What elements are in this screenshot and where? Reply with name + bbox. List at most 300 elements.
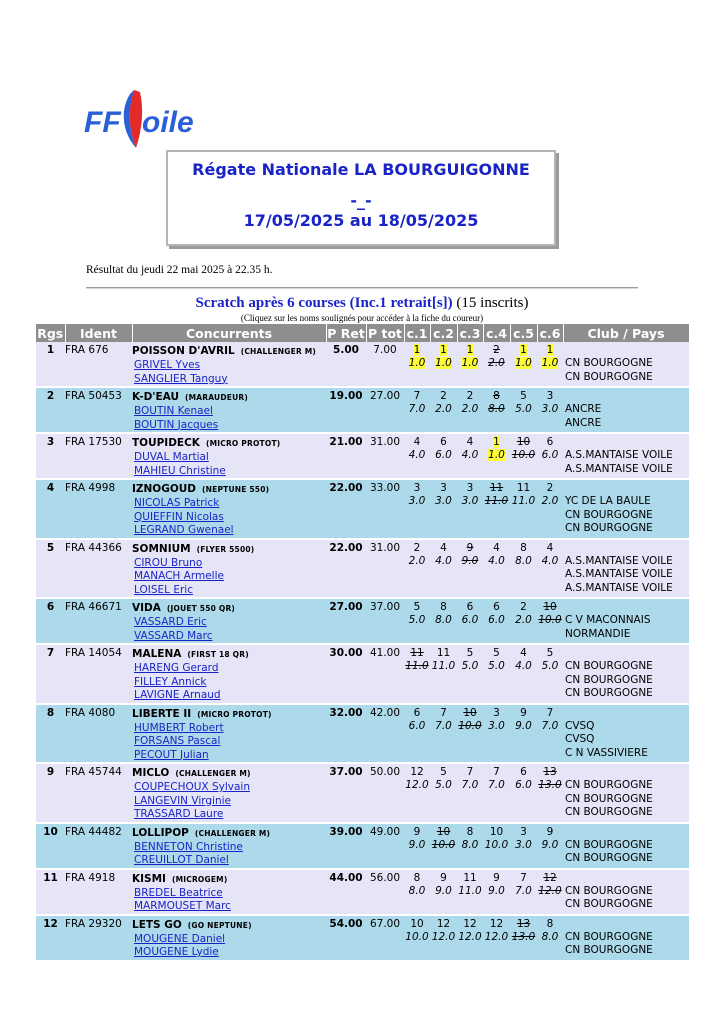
club-cell bbox=[563, 599, 689, 643]
race-cell bbox=[537, 916, 563, 960]
race-points: 5.0 bbox=[408, 614, 426, 626]
highlight: 1 bbox=[413, 344, 421, 356]
net-points-cell: 19.00 bbox=[326, 388, 366, 432]
boat-name-line bbox=[132, 482, 326, 497]
race-points: 8.0 bbox=[461, 838, 479, 851]
race-points: 8.0 bbox=[515, 554, 532, 567]
total-points-cell: 42.00 bbox=[366, 705, 404, 763]
crew-member-link[interactable]: MOUGENE Daniel bbox=[134, 932, 226, 945]
boat-name-line bbox=[132, 647, 326, 662]
boat-name-line bbox=[132, 601, 326, 616]
race-points: 13.0 bbox=[538, 779, 562, 791]
race-rank: 8 bbox=[466, 825, 474, 838]
club-cell bbox=[563, 870, 689, 914]
race-rank: 8 bbox=[520, 541, 527, 554]
race-rank: 8 bbox=[546, 917, 554, 930]
club-cell bbox=[563, 705, 689, 763]
race-rank: 3 bbox=[466, 482, 474, 494]
competitors-cell bbox=[132, 764, 326, 822]
race-cell bbox=[483, 599, 510, 643]
competitors-cell bbox=[132, 916, 326, 960]
crew-member-link[interactable]: HARENG Gerard bbox=[134, 662, 219, 674]
race-rank: 4 bbox=[466, 436, 474, 448]
race-points: 7.0 bbox=[541, 719, 559, 732]
race-cell bbox=[537, 764, 563, 822]
club-name: C V MACONNAIS bbox=[565, 614, 651, 626]
entrant-count: (15 inscrits) bbox=[456, 295, 529, 311]
total-points-cell: 49.00 bbox=[366, 824, 404, 868]
crew-member-link[interactable]: FILLEY Annick bbox=[134, 675, 207, 688]
race-cell bbox=[404, 388, 430, 432]
race-points: 4.0 bbox=[488, 554, 505, 567]
scratch-heading bbox=[0, 295, 724, 312]
competitors-cell bbox=[132, 599, 326, 643]
race-rank: 11 bbox=[463, 871, 477, 884]
race-points: 11.0 bbox=[431, 660, 456, 672]
race-rank: 7 bbox=[546, 706, 554, 719]
club-cell bbox=[563, 480, 689, 538]
boat-name-line bbox=[132, 826, 326, 841]
net-points-cell: 30.00 bbox=[326, 645, 366, 703]
race-rank: 7 bbox=[493, 766, 500, 778]
club-name: A.S.MANTAISE VOILE bbox=[565, 462, 673, 475]
highlight: 1.0 bbox=[435, 357, 452, 369]
race-cell bbox=[457, 824, 483, 868]
race-points: 6.0 bbox=[488, 614, 505, 626]
race-points bbox=[537, 357, 563, 371]
club-name: CN BOURGOGNE bbox=[565, 673, 653, 686]
club-name: CN BOURGOGNE bbox=[565, 779, 653, 791]
race-points: 8.0 bbox=[488, 403, 505, 415]
race-rank: 11 bbox=[410, 647, 424, 659]
separator bbox=[86, 287, 638, 289]
race-rank: 5 bbox=[520, 390, 527, 402]
rank-cell: 7 bbox=[36, 645, 65, 703]
club-name: A.S.MANTAISE VOILE bbox=[565, 581, 673, 594]
crew-member-link[interactable]: MOUGENE Lydie bbox=[134, 946, 219, 958]
race-cell bbox=[510, 705, 537, 763]
svg-text:oile: oile bbox=[142, 106, 194, 139]
sail-number-cell: FRA 50453 bbox=[65, 388, 132, 432]
boat-name-line bbox=[132, 707, 326, 722]
crew-member-link[interactable]: BOUTIN Jacques bbox=[134, 418, 219, 431]
race-cell bbox=[537, 824, 563, 868]
table-row bbox=[36, 599, 689, 643]
ffvoile-logo bbox=[84, 88, 200, 150]
race-points: 4.0 bbox=[408, 449, 426, 461]
club-cell bbox=[563, 342, 689, 386]
race-cell bbox=[510, 916, 537, 960]
race-rank: 10 bbox=[436, 825, 451, 838]
column-header: c.6 bbox=[537, 324, 563, 342]
race-points: 7.0 bbox=[461, 779, 479, 791]
race-points: 2.0 bbox=[408, 554, 426, 567]
net-points-cell: 54.00 bbox=[326, 916, 366, 960]
club-name: A.S.MANTAISE VOILE bbox=[565, 449, 673, 461]
race-points: 3.0 bbox=[515, 838, 532, 851]
club-name: CN BOURGOGNE bbox=[565, 930, 653, 943]
race-cell bbox=[404, 599, 430, 643]
table-row bbox=[36, 824, 689, 868]
race-points: 6.0 bbox=[541, 449, 559, 461]
crew-member-link[interactable]: MANACH Armelle bbox=[134, 570, 224, 582]
race-rank: 7 bbox=[413, 390, 421, 402]
race-cell bbox=[483, 540, 510, 598]
boat-name: MALENA bbox=[132, 648, 182, 660]
crew-member-link[interactable]: MAHIEU Christine bbox=[134, 464, 226, 477]
race-points: 11.0 bbox=[458, 884, 482, 897]
crew-member-link[interactable]: DUVAL Martial bbox=[134, 451, 209, 463]
table-row bbox=[36, 388, 689, 432]
race-cell bbox=[404, 342, 430, 386]
race-points: 9.0 bbox=[488, 884, 505, 897]
race-points: 6.0 bbox=[461, 614, 479, 626]
race-cell bbox=[537, 342, 563, 386]
race-cell bbox=[430, 705, 457, 763]
race-rank: 4 bbox=[413, 436, 421, 448]
race-cell bbox=[483, 824, 510, 868]
crew-member-link[interactable]: SANGLIER Tanguy bbox=[134, 372, 228, 385]
race-points: 12.0 bbox=[431, 930, 456, 943]
club-name: CN BOURGOGNE bbox=[565, 370, 653, 383]
sail-number-cell: FRA 676 bbox=[65, 342, 132, 386]
table-row bbox=[36, 705, 689, 763]
race-rank: 4 bbox=[493, 541, 500, 554]
race-points: 10.0 bbox=[484, 838, 509, 851]
sail-number-cell: FRA 46671 bbox=[65, 599, 132, 643]
boat-name: SOMNIUM bbox=[132, 542, 191, 555]
race-rank: 3 bbox=[546, 390, 554, 402]
race-rank: 3 bbox=[493, 706, 500, 719]
race-cell bbox=[510, 434, 537, 478]
crew-member-link[interactable]: QUIEFFIN Nicolas bbox=[134, 510, 224, 523]
crew-member-link[interactable]: BOUTIN Kenael bbox=[134, 405, 213, 417]
race-cell bbox=[537, 645, 563, 703]
table-row bbox=[36, 480, 689, 538]
club-cell bbox=[563, 824, 689, 868]
boat-type: (CHALLENGER M) bbox=[175, 769, 251, 778]
race-rank: 5 bbox=[546, 647, 554, 659]
boat-type: (FLYER 5500) bbox=[196, 544, 255, 554]
race-points: 3.0 bbox=[408, 495, 426, 507]
race-rank: 5 bbox=[493, 647, 500, 659]
race-rank: 4 bbox=[520, 647, 527, 659]
race-points: 9.0 bbox=[461, 554, 479, 567]
race-rank: 2 bbox=[520, 601, 527, 613]
race-cell bbox=[457, 916, 483, 960]
crew-member-link[interactable]: CREUILLOT Daniel bbox=[134, 854, 229, 866]
race-points: 8.0 bbox=[541, 930, 559, 943]
highlight: 1 bbox=[493, 436, 500, 448]
race-rank: 3 bbox=[520, 825, 527, 838]
event-title: Régate Nationale LA BOURGUIGONNE bbox=[192, 160, 530, 179]
total-points-cell: 7.00 bbox=[366, 342, 404, 386]
race-cell bbox=[404, 434, 430, 478]
race-rank: 7 bbox=[520, 871, 527, 884]
total-points-cell: 33.00 bbox=[366, 480, 404, 538]
net-points-cell: 37.00 bbox=[326, 764, 366, 822]
column-header: P Ret bbox=[327, 325, 365, 341]
race-points: 9.0 bbox=[515, 719, 532, 732]
race-cell bbox=[430, 342, 457, 386]
svg-text:FF: FF bbox=[84, 106, 121, 139]
race-cell bbox=[404, 645, 430, 703]
race-cell bbox=[404, 824, 430, 868]
total-points-cell: 67.00 bbox=[366, 916, 404, 960]
table-row bbox=[36, 764, 689, 822]
race-rank: 11 bbox=[516, 482, 531, 494]
rank-cell: 8 bbox=[36, 705, 65, 763]
sail-number-cell: FRA 17530 bbox=[65, 434, 132, 478]
boat-type: (FIRST 18 QR) bbox=[187, 650, 249, 659]
table-row bbox=[36, 540, 689, 598]
crew-member-link[interactable]: NICOLAS Patrick bbox=[134, 497, 220, 509]
race-points: 10.0 bbox=[431, 838, 456, 851]
race-cell bbox=[430, 599, 457, 643]
net-points-cell: 39.00 bbox=[326, 824, 366, 868]
race-points: 10.0 bbox=[458, 719, 482, 732]
race-rank: 9 bbox=[466, 541, 474, 554]
race-points: 10.0 bbox=[538, 614, 562, 626]
race-points: 2.0 bbox=[488, 357, 505, 369]
crew-member-link[interactable]: LANGEVIN Virginie bbox=[134, 794, 231, 807]
club-name: CN BOURGOGNE bbox=[565, 687, 653, 699]
club-name: CN BOURGOGNE bbox=[565, 806, 653, 818]
boat-name: VIDA bbox=[132, 602, 161, 614]
race-rank bbox=[483, 436, 510, 449]
race-points: 6.0 bbox=[515, 779, 532, 791]
sail-number-cell: FRA 4998 bbox=[65, 480, 132, 538]
crew-member-link[interactable]: VASSARD Eric bbox=[134, 616, 207, 628]
race-rank bbox=[430, 344, 457, 357]
race-points: 2.0 bbox=[541, 495, 559, 507]
total-points-cell: 31.00 bbox=[366, 434, 404, 478]
race-cell bbox=[510, 645, 537, 703]
race-rank: 9 bbox=[440, 871, 447, 884]
crew-member-link[interactable]: VASSARD Marc bbox=[134, 629, 213, 642]
race-rank: 4 bbox=[546, 541, 554, 554]
race-cell bbox=[510, 388, 537, 432]
race-points: 11.0 bbox=[484, 495, 509, 507]
race-rank: 12 bbox=[489, 917, 504, 930]
club-cell bbox=[563, 916, 689, 960]
race-rank: 13 bbox=[516, 917, 531, 930]
table-row bbox=[36, 434, 689, 478]
race-cell bbox=[457, 434, 483, 478]
race-cell bbox=[537, 388, 563, 432]
sail-number-cell: FRA 4080 bbox=[65, 705, 132, 763]
race-rank: 12 bbox=[436, 917, 451, 930]
race-points: 12.0 bbox=[484, 930, 509, 943]
crew-member-link[interactable]: COUPECHOUX Sylvain bbox=[134, 781, 250, 793]
race-points: 2.0 bbox=[435, 403, 452, 415]
race-points: 12.0 bbox=[458, 930, 482, 943]
club-cell bbox=[563, 645, 689, 703]
race-cell bbox=[457, 342, 483, 386]
club-name: C N VASSIVIERE bbox=[565, 746, 648, 759]
race-cell bbox=[510, 599, 537, 643]
sail-number-cell: FRA 4918 bbox=[65, 870, 132, 914]
race-rank: 2 bbox=[413, 541, 421, 554]
highlight: 1.0 bbox=[461, 357, 479, 369]
club-name: A.S.MANTAISE VOILE bbox=[565, 568, 673, 580]
race-cell bbox=[483, 342, 510, 386]
net-points-cell: 22.00 bbox=[326, 480, 366, 538]
race-rank bbox=[510, 344, 537, 357]
sail-number-cell: FRA 44366 bbox=[65, 540, 132, 598]
race-rank: 12 bbox=[543, 871, 557, 884]
race-cell bbox=[483, 764, 510, 822]
race-rank: 8 bbox=[413, 871, 421, 884]
race-rank: 2 bbox=[466, 390, 474, 402]
crew-member-link[interactable]: MARMOUSET Marc bbox=[134, 900, 231, 912]
competitors-cell bbox=[132, 645, 326, 703]
race-rank bbox=[404, 344, 430, 357]
race-points: 6.0 bbox=[435, 449, 452, 461]
race-cell bbox=[483, 705, 510, 763]
crew-member-link[interactable]: BENNETON Christine bbox=[134, 840, 243, 853]
boat-type: (MARAUDEUR) bbox=[185, 393, 248, 402]
club-cell bbox=[563, 540, 689, 598]
race-cell bbox=[430, 540, 457, 598]
club-cell bbox=[563, 764, 689, 822]
crew-member-link[interactable]: PECOUT Julian bbox=[134, 748, 209, 761]
race-points bbox=[404, 357, 430, 371]
boat-name: KISMI bbox=[132, 872, 166, 885]
race-cell bbox=[483, 388, 510, 432]
total-points-cell: 41.00 bbox=[366, 645, 404, 703]
race-rank: 9 bbox=[493, 871, 500, 884]
rank-cell: 9 bbox=[36, 764, 65, 822]
race-rank: 9 bbox=[520, 706, 527, 719]
race-points bbox=[457, 357, 483, 371]
race-rank: 2 bbox=[440, 390, 447, 402]
highlight: 1.0 bbox=[408, 357, 426, 369]
race-cell bbox=[404, 540, 430, 598]
race-rank: 12 bbox=[463, 917, 477, 930]
table-row bbox=[36, 645, 689, 703]
race-points: 11.0 bbox=[405, 660, 429, 672]
boat-name: IZNOGOUD bbox=[132, 483, 197, 495]
race-cell bbox=[457, 645, 483, 703]
race-cell bbox=[483, 480, 510, 538]
race-points: 5.0 bbox=[515, 403, 532, 415]
boat-type: (JOUET 550 QR) bbox=[166, 604, 236, 613]
rank-cell: 10 bbox=[36, 824, 65, 868]
race-points: 9.0 bbox=[408, 838, 426, 851]
rank-cell: 2 bbox=[36, 388, 65, 432]
race-rank: 6 bbox=[413, 706, 421, 719]
boat-name-line bbox=[132, 918, 326, 933]
crew-member-link[interactable]: LAVIGNE Arnaud bbox=[134, 689, 221, 701]
club-name: ANCRE bbox=[565, 403, 602, 415]
race-cell bbox=[430, 870, 457, 914]
crew-member-link[interactable]: GRIVEL Yves bbox=[134, 359, 201, 371]
crew-member-link[interactable]: LOISEL Eric bbox=[134, 583, 193, 596]
race-cell bbox=[483, 870, 510, 914]
race-cell bbox=[457, 540, 483, 598]
crew-member-link[interactable]: CIROU Bruno bbox=[134, 556, 203, 569]
club-name: ANCRE bbox=[565, 416, 602, 429]
club-name: CN BOURGOGNE bbox=[565, 508, 653, 521]
crew-member-link[interactable]: BREDEL Beatrice bbox=[134, 886, 223, 899]
race-rank: 13 bbox=[543, 766, 557, 778]
race-cell bbox=[537, 434, 563, 478]
sail-number-cell: FRA 14054 bbox=[65, 645, 132, 703]
race-rank: 3 bbox=[440, 482, 447, 494]
boat-type: (NEPTUNE 550) bbox=[202, 485, 270, 494]
column-header: Club / Pays bbox=[563, 324, 689, 342]
boat-type: (CHALLENGER M) bbox=[240, 347, 317, 356]
race-points: 2.0 bbox=[515, 614, 532, 626]
scratch-title: Scratch après 6 courses (Inc.1 retrait[s]) bbox=[195, 295, 453, 311]
race-cell bbox=[457, 480, 483, 538]
rank-cell: 12 bbox=[36, 916, 65, 960]
boat-type: (MICRO PROTOT) bbox=[197, 709, 272, 719]
race-rank: 7 bbox=[466, 766, 474, 778]
boat-type: (CHALLENGER M) bbox=[194, 828, 271, 838]
rank-cell: 1 bbox=[36, 342, 65, 386]
highlight: 1 bbox=[440, 344, 447, 356]
race-rank: 4 bbox=[440, 541, 447, 554]
boat-type: (MICRO PROTOT) bbox=[205, 439, 281, 448]
race-points: 3.0 bbox=[461, 495, 479, 507]
race-rank: 5 bbox=[413, 601, 421, 613]
net-points-cell: 44.00 bbox=[326, 870, 366, 914]
boat-type: (MICROGEM) bbox=[171, 874, 228, 884]
club-name: YC DE LA BAULE bbox=[565, 495, 651, 507]
race-cell bbox=[430, 434, 457, 478]
crew-member-link[interactable]: HUMBERT Robert bbox=[134, 721, 224, 734]
race-points: 5.0 bbox=[435, 779, 452, 791]
club-name: CN BOURGOGNE bbox=[565, 852, 653, 864]
crew-member-link[interactable]: FORSANS Pascal bbox=[134, 735, 221, 747]
race-rank: 9 bbox=[413, 825, 421, 838]
race-points: 9.0 bbox=[541, 838, 559, 851]
race-cell bbox=[510, 540, 537, 598]
race-cell bbox=[457, 599, 483, 643]
race-points bbox=[430, 357, 457, 371]
table-row bbox=[36, 870, 689, 914]
column-header: Concurrents bbox=[132, 324, 326, 342]
race-points: 3.0 bbox=[541, 403, 559, 415]
race-cell bbox=[430, 388, 457, 432]
crew-member-link[interactable]: LEGRAND Gwenael bbox=[134, 524, 234, 536]
race-cell bbox=[404, 870, 430, 914]
race-cell bbox=[457, 764, 483, 822]
competitors-cell bbox=[132, 480, 326, 538]
race-points: 7.0 bbox=[488, 779, 505, 791]
race-cell bbox=[430, 824, 457, 868]
race-cell bbox=[430, 764, 457, 822]
race-cell bbox=[430, 645, 457, 703]
race-cell bbox=[510, 480, 537, 538]
rank-cell: 3 bbox=[36, 434, 65, 478]
club-cell bbox=[563, 388, 689, 432]
column-header: c.3 bbox=[457, 324, 483, 342]
race-rank: 10 bbox=[543, 601, 557, 613]
race-points: 7.0 bbox=[408, 403, 426, 415]
race-rank: 6 bbox=[466, 601, 474, 613]
club-name: CN BOURGOGNE bbox=[565, 660, 653, 672]
competitors-cell bbox=[132, 705, 326, 763]
competitors-cell bbox=[132, 434, 326, 478]
race-cell bbox=[537, 599, 563, 643]
boat-name-line bbox=[132, 542, 326, 557]
boat-name: MICLO bbox=[132, 767, 170, 779]
crew-member-link[interactable]: TRASSARD Laure bbox=[134, 808, 224, 820]
race-cell bbox=[510, 764, 537, 822]
